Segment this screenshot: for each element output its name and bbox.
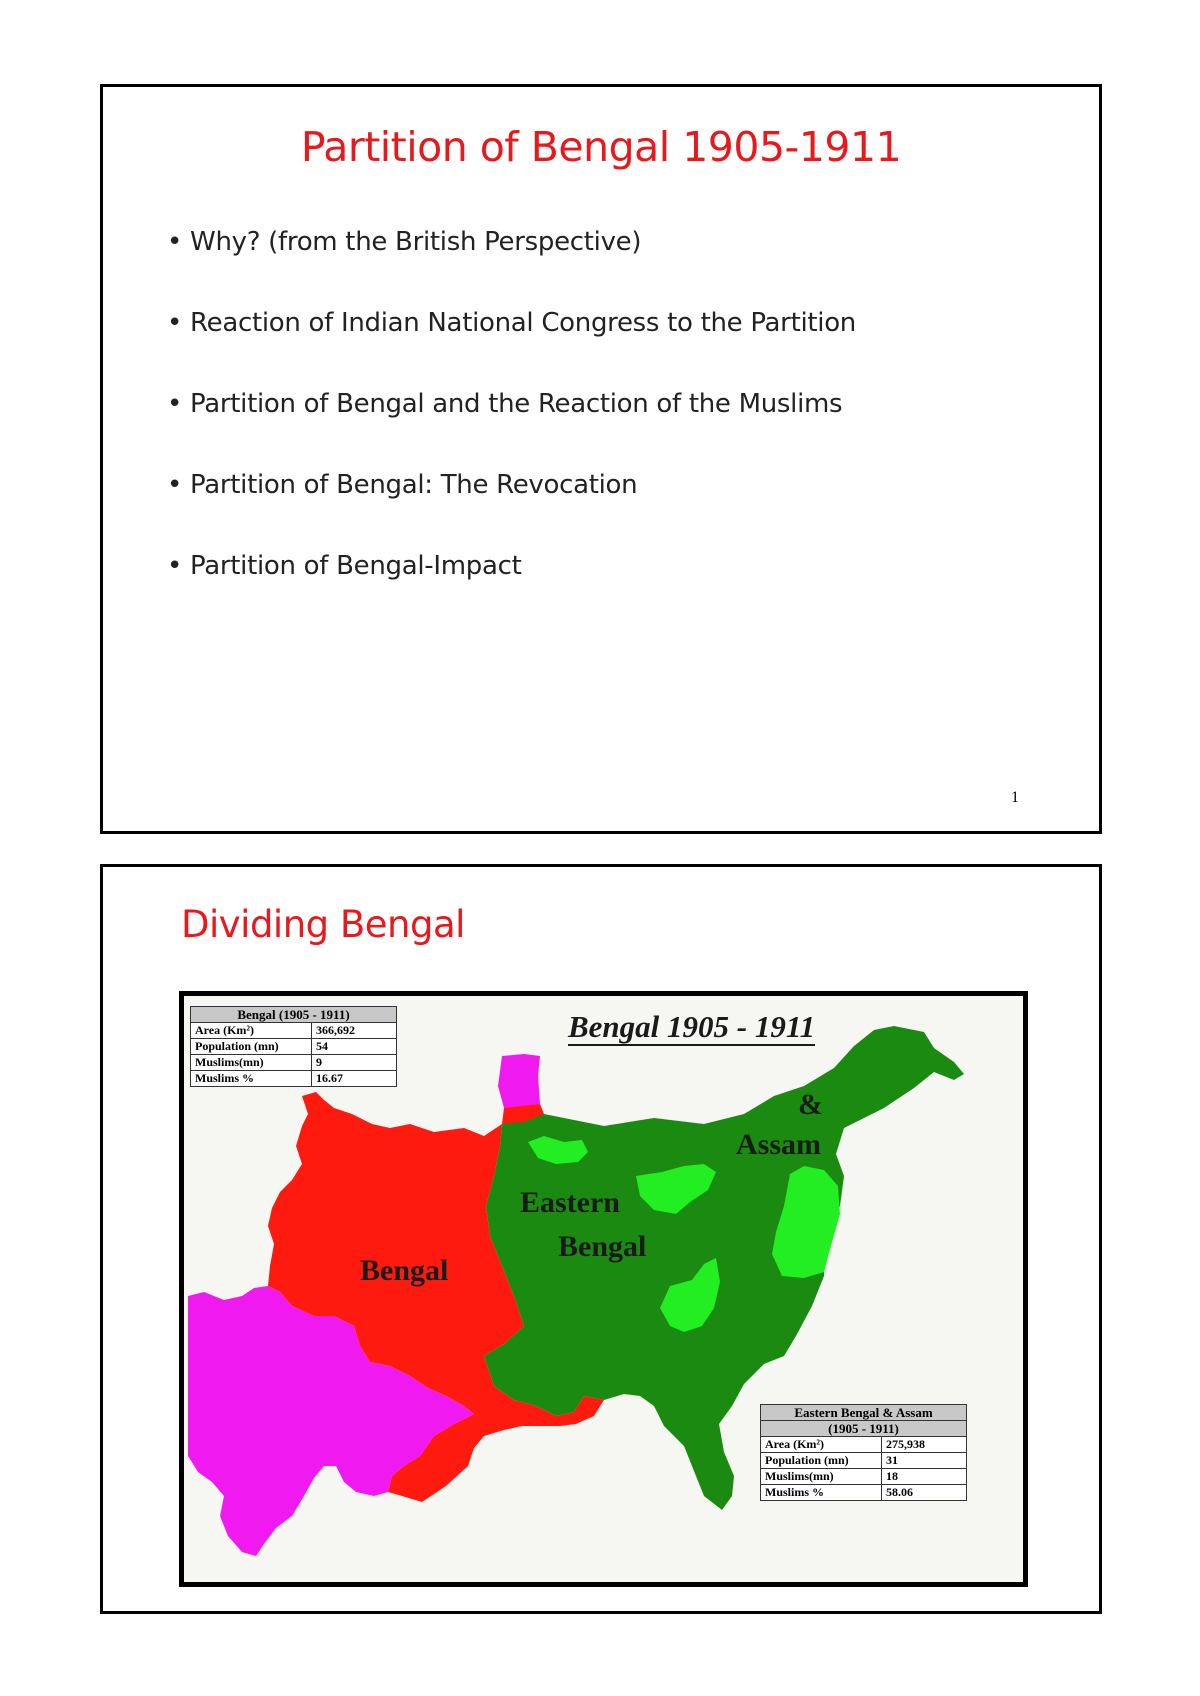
row-label: Population (mn) xyxy=(191,1039,312,1055)
row-value: 18 xyxy=(882,1469,967,1485)
label-bengal: Bengal xyxy=(360,1254,449,1287)
row-label: Muslims(mn) xyxy=(191,1055,312,1071)
map-title: Bengal 1905 - 1911 xyxy=(568,1009,816,1044)
table-header-row xyxy=(191,1007,397,1023)
table-header: Bengal (1905 - 1911) xyxy=(191,1007,397,1023)
table-row xyxy=(191,1055,397,1071)
table-row xyxy=(191,1023,397,1039)
label-eastern-bengal: Bengal xyxy=(558,1230,647,1263)
row-value: 366,692 xyxy=(312,1023,397,1039)
table-row xyxy=(761,1485,967,1501)
table-row xyxy=(191,1071,397,1087)
row-value: 58.06 xyxy=(882,1485,967,1501)
region-magenta-north xyxy=(498,1054,540,1108)
slide-title: Partition of Bengal 1905-1911 xyxy=(300,123,902,171)
bullet-item: • Why? (from the British Perspective) xyxy=(167,227,856,308)
slide-2 xyxy=(100,864,1102,1614)
row-value: 275,938 xyxy=(882,1437,967,1453)
table-header-row xyxy=(761,1405,967,1421)
table-header-row xyxy=(761,1421,967,1437)
row-label: Muslims(mn) xyxy=(761,1469,882,1485)
bengal-map xyxy=(179,991,1028,1587)
row-value: 9 xyxy=(312,1055,397,1071)
slide-title: Dividing Bengal xyxy=(181,903,465,946)
row-label: Population (mn) xyxy=(761,1453,882,1469)
table-row xyxy=(761,1469,967,1485)
label-eastern: Eastern xyxy=(520,1186,620,1219)
bullet-item: • Partition of Bengal and the Reaction of the Muslims xyxy=(167,389,856,470)
row-label: Area (Km²) xyxy=(761,1437,882,1453)
row-label: Muslims % xyxy=(761,1485,882,1501)
row-label: Muslims % xyxy=(191,1071,312,1087)
bengal-stats-table xyxy=(190,1006,397,1087)
page-number: 1 xyxy=(1011,789,1019,806)
label-assam: Assam xyxy=(736,1128,822,1161)
table-header: Eastern Bengal & Assam xyxy=(761,1405,967,1421)
bullet-item: • Partition of Bengal-Impact xyxy=(167,551,856,632)
row-value: 31 xyxy=(882,1453,967,1469)
eastern-bengal-assam-stats-table xyxy=(760,1404,967,1501)
label-ampersand: & xyxy=(798,1088,823,1121)
row-value: 16.67 xyxy=(312,1071,397,1087)
bullet-item: • Reaction of Indian National Congress to the Partition xyxy=(167,308,856,389)
slide-1 xyxy=(100,84,1102,834)
table-row xyxy=(761,1437,967,1453)
table-row xyxy=(191,1039,397,1055)
row-value: 54 xyxy=(312,1039,397,1055)
row-label: Area (Km²) xyxy=(191,1023,312,1039)
table-header: (1905 - 1911) xyxy=(761,1421,967,1437)
bullet-list xyxy=(167,227,856,632)
table-row xyxy=(761,1453,967,1469)
bullet-item: • Partition of Bengal: The Revocation xyxy=(167,470,856,551)
